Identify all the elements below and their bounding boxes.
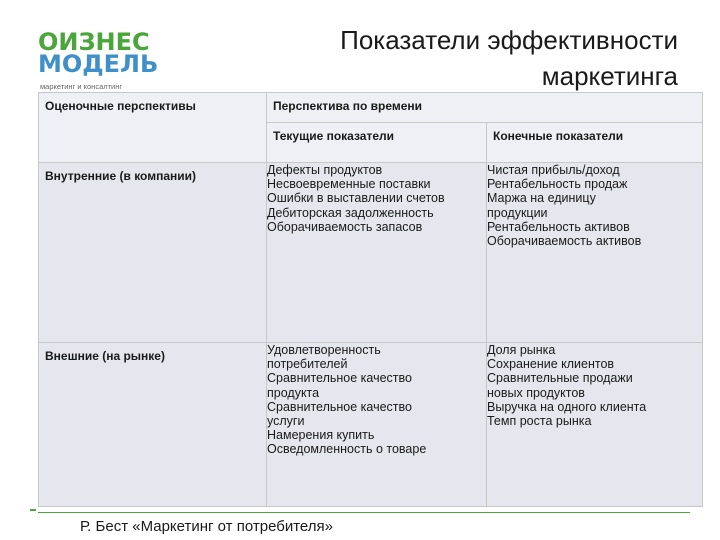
current-metrics-list: [267, 343, 486, 457]
list-item: Выручка на одного клиента: [487, 399, 647, 414]
table-row: [39, 163, 703, 343]
list-item: Несвоевременные поставки: [267, 177, 431, 192]
header-time-perspective: Перспектива по времени: [273, 99, 423, 113]
list-item: Оборачиваемость запасов: [267, 219, 423, 234]
row-label-internal: Внутренние (в компании): [45, 169, 197, 183]
subheader-cell-current: [267, 123, 487, 163]
logo-text-line1: ОИЗНЕС: [38, 28, 150, 56]
table-row: [39, 343, 703, 507]
list-item: Сохранение клиентов: [487, 357, 615, 372]
metrics-table: [38, 92, 703, 507]
slide-title-line1: Показатели эффективности: [340, 25, 678, 55]
list-item: Намерения купить: [267, 428, 375, 443]
header-cell-time: [267, 93, 703, 123]
list-item: Рентабельность активов: [487, 219, 630, 234]
slide-title: [258, 22, 678, 94]
list-item: продукта: [267, 385, 320, 400]
list-item: Сравнительное качество: [267, 371, 412, 386]
footer-dash: [30, 509, 36, 511]
list-item: услуги: [267, 414, 305, 429]
row-label-external: Внешние (на рынке): [45, 349, 165, 363]
current-metrics-cell: [267, 163, 487, 343]
list-item: Осведомленность о товаре: [267, 442, 427, 457]
list-item: Оборачиваемость активов: [487, 234, 642, 249]
list-item: Сравнительное качество: [267, 399, 412, 414]
footer-rule: [38, 512, 690, 513]
slide-title-line2: маркетинга: [541, 61, 678, 91]
list-item: Дебиторская задолженность: [267, 205, 434, 220]
header-cell-perspectives: [39, 93, 267, 163]
list-item: продукции: [487, 205, 548, 220]
source-citation: Р. Бест «Маркетинг от потребителя»: [80, 518, 333, 535]
final-metrics-cell: [487, 343, 703, 507]
final-metrics-cell: [487, 163, 703, 343]
list-item: новых продуктов: [487, 385, 585, 400]
company-logo: [38, 22, 158, 102]
final-metrics-list: [487, 163, 702, 248]
row-label-cell: [39, 343, 267, 507]
logo-tagline: маркетинг и консалтинг: [40, 82, 123, 91]
final-metrics-list: [487, 343, 702, 428]
logo-text-line2: МОДЕЛЬ: [38, 50, 159, 78]
list-item: Дефекты продуктов: [267, 163, 383, 177]
header-perspectives: Оценочные перспективы: [45, 99, 196, 113]
subheader-current: Текущие показатели: [273, 129, 395, 143]
list-item: Чистая прибыль/доход: [487, 163, 620, 177]
list-item: Ошибки в выставлении счетов: [267, 191, 445, 206]
list-item: Рентабельность продаж: [487, 177, 628, 192]
subheader-final: Конечные показатели: [493, 129, 624, 143]
list-item: потребителей: [267, 357, 348, 372]
list-item: Удовлетворенность: [267, 343, 381, 357]
list-item: Сравнительные продажи: [487, 371, 633, 386]
list-item: Темп роста рынка: [487, 414, 592, 429]
list-item: Доля рынка: [487, 343, 556, 357]
subheader-cell-final: [487, 123, 703, 163]
current-metrics-list: [267, 163, 486, 234]
list-item: Маржа на единицу: [487, 191, 596, 206]
row-label-cell: [39, 163, 267, 343]
current-metrics-cell: [267, 343, 487, 507]
